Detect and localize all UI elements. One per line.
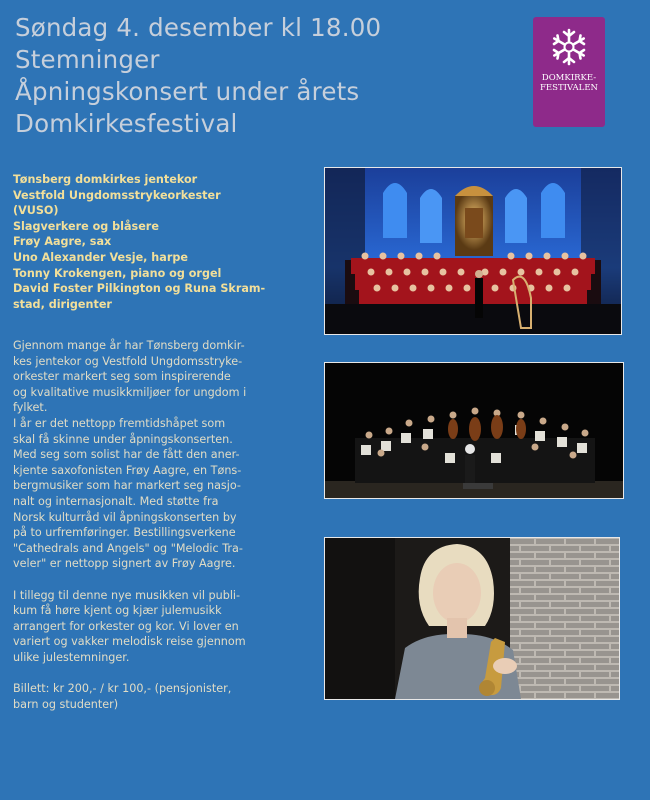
performer-credits [13, 172, 323, 312]
saxophonist-photo [324, 537, 620, 700]
description-line: kjente saxofonisten Frøy Aagre, en Tøns- [13, 463, 242, 477]
event-description [13, 338, 313, 712]
description-line: Med seg som solist har de fått den aner- [13, 448, 240, 462]
description-line: orkester markert seg som inspirerende [13, 370, 231, 384]
heading-subtitle-2: Domkirkesfestival [15, 109, 238, 138]
description-line: Norsk kulturråd vil åpningskonserten by [13, 510, 237, 524]
description-line: variert og vakker melodisk reise gjennom [13, 635, 246, 649]
credit-line: Slagverkere og blåsere [13, 219, 159, 233]
orchestra-photo [324, 362, 624, 499]
credit-line: Tønsberg domkirkes jentekor [13, 173, 198, 186]
logo-text [540, 73, 598, 93]
logo-text-line-1: DOMKIRKE- [541, 73, 597, 83]
credit-line: (VUSO) [13, 204, 59, 218]
heading-date: Søndag 4. desember kl 18.00 [15, 13, 382, 42]
description-line: skal få skinne under åpningskonserten. [13, 432, 233, 446]
credit-line: stad, dirigenter [13, 297, 112, 311]
description-line: kum få høre kjent og kjær julemusikk [13, 604, 222, 618]
description-line: I år er det nettopp fremtidshåpet som [13, 416, 226, 430]
snowflake-icon [549, 27, 589, 67]
description-line: veler" er nettopp signert av Frøy Aagre. [13, 557, 236, 571]
heading-title: Stemninger [15, 45, 160, 74]
ticket-price-line: Billett: kr 200,- / kr 100,- (pensjonister, [13, 682, 232, 696]
description-line: på to urfremføringer. Bestillingsverkene [13, 526, 236, 540]
description-line: nalt og internasjonalt. Med støtte fra [13, 494, 219, 508]
credit-line: Frøy Aagre, sax [13, 235, 112, 249]
credit-line: Vestfold Ungdomsstrykeorkester [13, 188, 221, 202]
ticket-price-line: barn og studenter) [13, 697, 119, 711]
description-line: kes jentekor og Vestfold Ungdomsstryke- [13, 354, 243, 368]
description-line: fylket. [13, 401, 48, 415]
credit-line: David Foster Pilkington og Runa Skram- [13, 282, 266, 296]
description-line: arrangert for orkester og kor. Vi lover en [13, 619, 239, 633]
description-line: og kvalitative musikkmiljøer for ungdom i [13, 385, 247, 399]
description-line: Gjennom mange år har Tønsberg domkir- [13, 339, 245, 352]
festival-logo [533, 17, 605, 127]
description-line: ulike julestemninger. [13, 650, 130, 664]
description-line: bergmusiker som har markert seg nasjo- [13, 479, 241, 493]
event-heading [15, 12, 515, 140]
credit-line: Uno Alexander Vesje, harpe [13, 250, 188, 264]
logo-text-line-2: FESTIVALEN [540, 83, 598, 93]
description-line: "Cathedrals and Angels" og "Melodic Tra- [13, 541, 243, 555]
credit-line: Tonny Krokengen, piano og orgel [13, 266, 222, 280]
description-line: I tillegg til denne nye musikken vil publi- [13, 588, 241, 602]
heading-subtitle-1: Åpningskonsert under årets [15, 77, 360, 106]
choir-photo [324, 167, 622, 335]
